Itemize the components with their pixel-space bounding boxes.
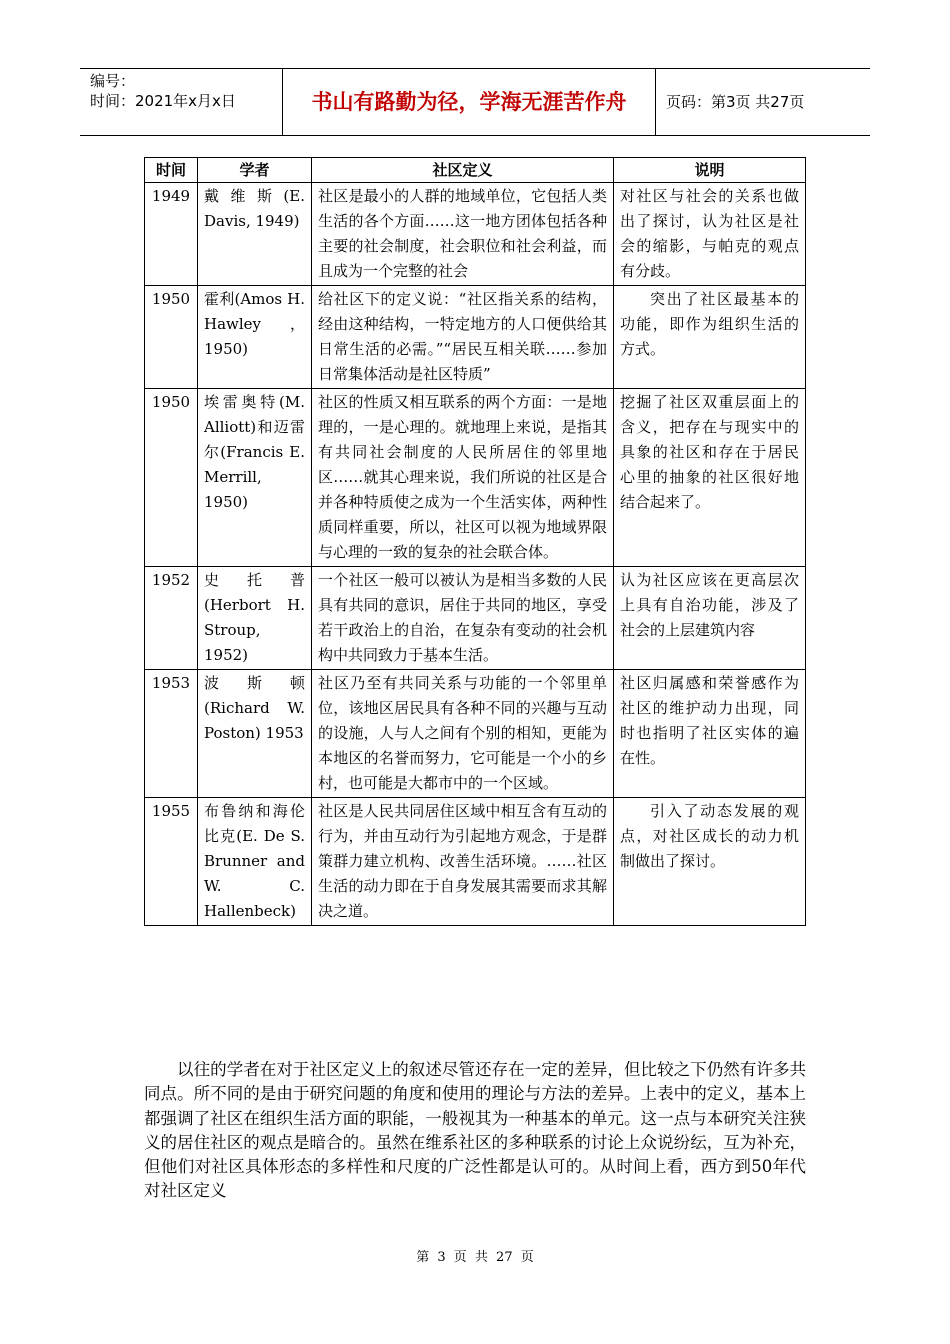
row-year: 1949 bbox=[145, 183, 198, 286]
page-header bbox=[80, 68, 870, 136]
document-date: 时间：2021年x月x日 bbox=[90, 92, 236, 110]
row-definition: 社区是最小的人群的地域单位，它包括人类生活的各个方面……这一地方团体包括各种主要的社会制度，社会职位和社会利益，而且成为一个完整的社会 bbox=[312, 183, 614, 286]
header-motto: 书山有路勤为径，学海无涯苦作舟 bbox=[283, 69, 656, 135]
column-header-scholar: 学者 bbox=[198, 158, 312, 183]
row-definition: 给社区下的定义说：“社区指关系的结构，经由这种结构，一特定地方的人口便供给其日常生活的必需。”“居民互相关联……参加日常集体活动是社区特质” bbox=[312, 286, 614, 389]
row-definition: 一个社区一般可以被认为是相当多数的人民具有共同的意识，居住于共同的地区，享受若干政治上的自治，在复杂有变动的社会机构中共同致力于基本生活。 bbox=[312, 567, 614, 670]
row-definition: 社区是人民共同居住区域中相互含有互动的行为，并由互动行为引起地方观念，于是群策群力建立机构、改善生活环境。……社区生活的动力即在于自身发展其需要而求其解决之道。 bbox=[312, 798, 614, 926]
row-year: 1950 bbox=[145, 389, 198, 567]
row-definition: 社区乃至有共同关系与功能的一个邻里单位，该地区居民具有各种不同的兴趣与互动的设施，人与人之间有个别的相知，更能为本地区的名誉而努力，它可能是一个小的乡村，也可能是大都市中的一个区域。 bbox=[312, 670, 614, 798]
table-row bbox=[145, 567, 806, 670]
row-year: 1955 bbox=[145, 798, 198, 926]
table-header-row bbox=[145, 158, 806, 183]
column-header-time: 时间 bbox=[145, 158, 198, 183]
community-definitions-table bbox=[144, 157, 806, 926]
header-page-code: 页码：第3页 共27页 bbox=[666, 93, 805, 111]
document-number-label: 编号： bbox=[90, 72, 136, 90]
page-footer: 第 3 页 共 27 页 bbox=[416, 1250, 534, 1265]
table-row bbox=[145, 183, 806, 286]
table-row bbox=[145, 389, 806, 567]
row-scholar: 霍利(Amos H. Hawley，1950) bbox=[198, 286, 312, 389]
row-note: 社区归属感和荣誉感作为社区的维护动力出现，同时也指明了社区实体的遍在性。 bbox=[614, 670, 806, 798]
table-row bbox=[145, 286, 806, 389]
column-header-definition: 社区定义 bbox=[312, 158, 614, 183]
row-note: 突出了社区最基本的功能，即作为组织生活的方式。 bbox=[614, 286, 806, 389]
row-note: 认为社区应该在更高层次上具有自治功能，涉及了社会的上层建筑内容 bbox=[614, 567, 806, 670]
row-year: 1950 bbox=[145, 286, 198, 389]
header-meta bbox=[80, 69, 283, 135]
table-row bbox=[145, 798, 806, 926]
row-scholar: 史托普(Herbort H. Stroup, 1952) bbox=[198, 567, 312, 670]
row-scholar: 埃雷奥特(M. Alliott)和迈雷尔(Francis E. Merrill, 1950) bbox=[198, 389, 312, 567]
row-year: 1952 bbox=[145, 567, 198, 670]
row-note: 对社区与社会的关系也做出了探讨，认为社区是社会的缩影，与帕克的观点有分歧。 bbox=[614, 183, 806, 286]
row-scholar: 布鲁纳和海伦比克(E. De S. Brunner and W. C. Hallenbeck) bbox=[198, 798, 312, 926]
row-note: 引入了动态发展的观点，对社区成长的动力机制做出了探讨。 bbox=[614, 798, 806, 926]
body-paragraph bbox=[144, 1058, 806, 1204]
row-year: 1953 bbox=[145, 670, 198, 798]
paragraph-text: 以往的学者在对于社区定义上的叙述尽管还存在一定的差异，但比较之下仍然有许多共同点。所不同的是由于研究问题的角度和使用的理论与方法的差异。上表中的定义，基本上都强调了社区在组织生活方面的职能，一般视其为一种基本的单元。这一点与本研究关注狭义的居住社区的观点是暗合的。虽然在维系社区的多种联系的讨论上众说纷纭，互为补充，但他们对社区具体形态的多样性和尺度的广泛性都是认可的。从时间上看，西方到50年代对社区定义 bbox=[144, 1060, 806, 1201]
row-note: 挖掘了社区双重层面上的含义，把存在与现实中的具象的社区和存在于居民心里的抽象的社区很好地结合起来了。 bbox=[614, 389, 806, 567]
table-row bbox=[145, 670, 806, 798]
row-definition: 社区的性质又相互联系的两个方面：一是地理的，一是心理的。就地理上来说，是指其有共同社会制度的人民所居住的邻里地区……就其心理来说，我们所说的社区是合并各种特质使之成为一个生活实体，两种性质同样重要，所以，社区可以视为地域界限与心理的一致的复杂的社会联合体。 bbox=[312, 389, 614, 567]
row-scholar: 戴维斯(E. Davis, 1949) bbox=[198, 183, 312, 286]
column-header-note: 说明 bbox=[614, 158, 806, 183]
row-scholar: 波斯顿(Richard W. Poston) 1953 bbox=[198, 670, 312, 798]
